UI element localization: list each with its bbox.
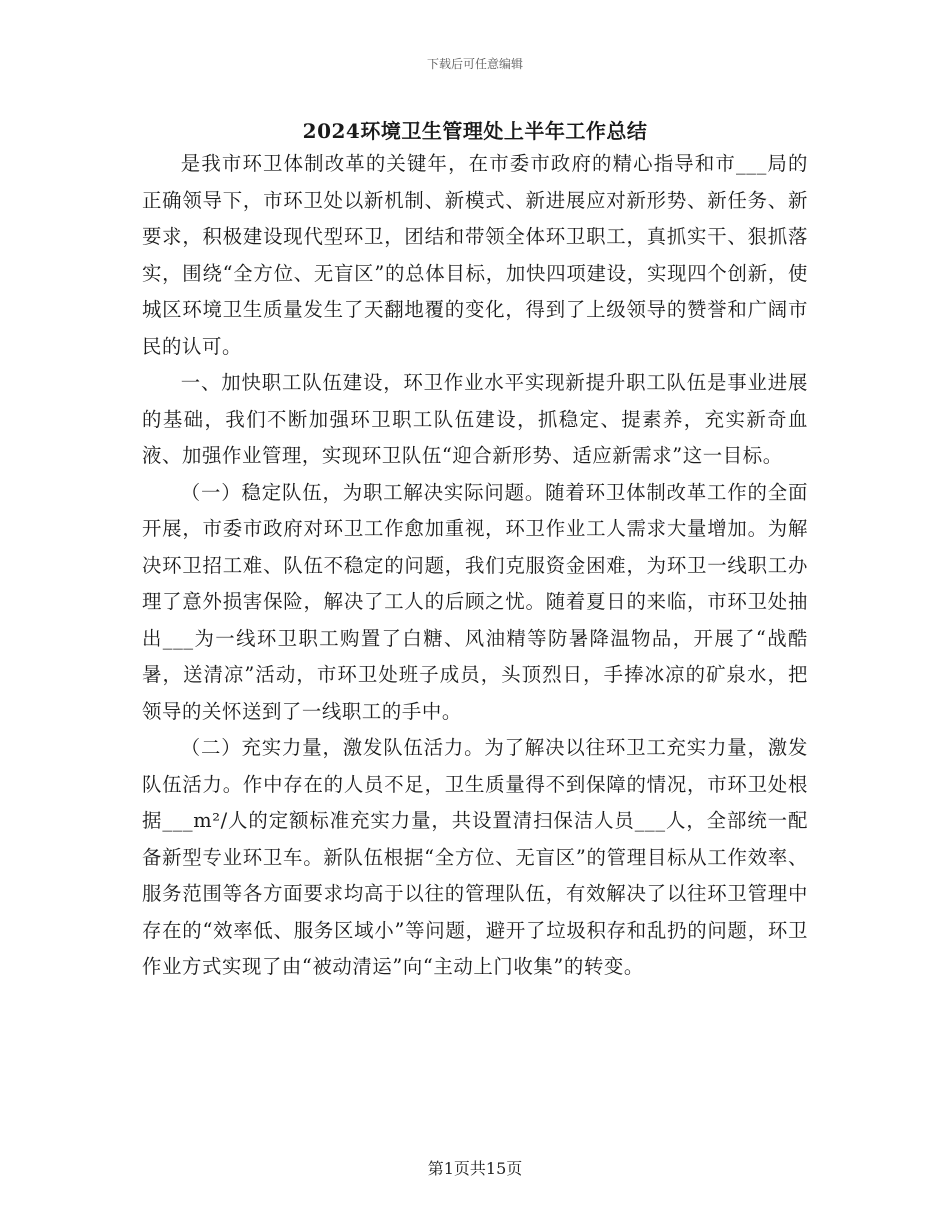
document-body bbox=[142, 146, 808, 986]
paragraph-subsection-1: （一）稳定队伍，为职工解决实际问题。随着环卫体制改革工作的全面开展，市委市政府对环卫工作愈加重视，环卫作业工人需求大量增加。为解决环卫招工难、队伍不稳定的问题，我们克服资金困难，为环卫一线职工办理了意外损害保险，解决了工人的后顾之忧。随着夏日的来临，市环卫处抽出___为一线环卫职工购置了白糖、风油精等防暑降温物品，开展了“战酷暑，送清凉”活动，市环卫处班子成员，头顶烈日，手捧冰凉的矿泉水，把领导的关怀送到了一线职工的手中。 bbox=[142, 480, 808, 723]
paragraph-subsection-2: （二）充实力量，激发队伍活力。为了解决以往环卫工充实力量，激发队伍活力。作中存在的人员不足，卫生质量得不到保障的情况，市环卫处根据___m²/人的定额标准充实力量，共设置清扫保洁人员___人，全部统一配备新型专业环卫车。新队伍根据“全方位、无盲区”的管理目标从工作效率、服务范围等各方面要求均高于以往的管理队伍，有效解决了以往环卫管理中存在的“效率低、服务区域小”等问题，避开了垃圾积存和乱扔的问题，环卫作业方式实现了由“被动清运”向“主动上门收集”的转变。 bbox=[142, 736, 808, 978]
paragraph-intro: 是我市环卫体制改革的关键年，在市委市政府的精心指导和市___局的正确领导下，市环卫处以新机制、新模式、新进展应对新形势、新任务、新要求，积极建设现代型环卫，团结和带领全体环卫职工，真抓实干、狠抓落实，围绕“全方位、无盲区”的总体目标，加快四项建设，实现四个创新，使城区环境卫生质量发生了天翻地覆的变化，得到了上级领导的赞誉和广阔市民的认可。 bbox=[142, 152, 808, 358]
paragraph-section-1: 一、加快职工队伍建设，环卫作业水平实现新提升职工队伍是事业进展的基础，我们不断加强环卫职工队伍建设，抓稳定、提素养，充实新奇血液、加强作业管理，实现环卫队伍“迎合新形势、适应新需求”这一目标。 bbox=[142, 371, 808, 467]
document-title: 2024环境卫生管理处上半年工作总结 bbox=[302, 119, 648, 143]
header-note: 下载后可任意编辑 bbox=[426, 57, 523, 71]
page-footer: 第1页共15页 bbox=[427, 1159, 523, 1178]
